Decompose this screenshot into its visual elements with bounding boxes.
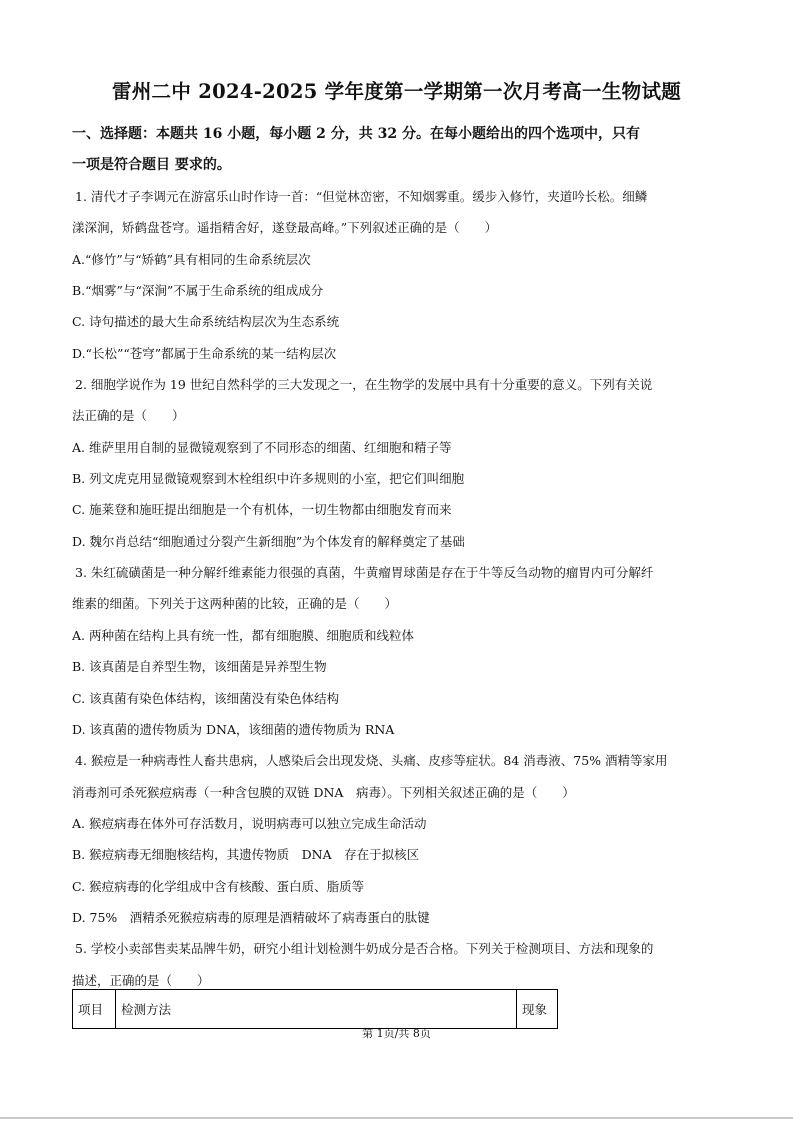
question-stem-line: 描述，正确的是（ ） (72, 972, 210, 988)
table-header-row (73, 990, 558, 1029)
question-5 (72, 933, 727, 996)
option-b: B.“烟雾”与“深涧”不属于生命系统的组成成分 (72, 283, 324, 299)
question-3 (72, 557, 727, 745)
option-b: B. 列文虎克用显微镜观察到木栓组织中许多规则的小室，把它们叫细胞 (72, 471, 465, 487)
option-c: C. 猴痘病毒的化学组成中含有核酸、蛋白质、脂质等 (72, 878, 365, 894)
question-stem-line: 2. 细胞学说作为 19 世纪自然科学的三大发现之一，在生物学的发展中具有十分重要的意义。下列有关说 (75, 377, 653, 393)
question-stem-line: 法正确的是（ ） (72, 408, 185, 424)
section-instructions-line-1: 一、选择题：本题共 16 小题，每小题 2 分，共 32 分。在每小题给出的四个选项中，只有 (72, 126, 640, 142)
page-footer: 第 1页/共 8页 (362, 1027, 431, 1040)
table-header-item: 项目 (73, 990, 116, 1029)
option-a: A. 猴痘病毒在体外可存活数月，说明病毒可以独立完成生命活动 (72, 815, 427, 831)
option-a: A. 两种菌在结构上具有统一性，都有细胞膜、细胞质和线粒体 (72, 627, 414, 643)
option-d: D. 魏尔肖总结“细胞通过分裂产生新细胞”为个体发育的解释奠定了基础 (72, 533, 465, 549)
table-header-phenomenon: 现象 (517, 990, 558, 1029)
section-instructions-line-2: 一项是符合题目 要求的。 (72, 157, 231, 173)
option-d: D. 75% 酒精杀死猴痘病毒的原理是酒精破坏了病毒蛋白的肽键 (72, 909, 430, 925)
question-stem-line: 1. 清代才子李调元在游富乐山时作诗一首：“但觉林峦密，不知烟雾重。缓步入修竹，夹道吟长松。细鳞 (75, 189, 648, 204)
option-c: C. 施莱登和施旺提出细胞是一个有机体，一切生物都由细胞发育而来 (72, 502, 452, 518)
question-1 (72, 181, 727, 369)
option-b: B. 该真菌是自养型生物，该细菌是异养型生物 (72, 659, 327, 675)
question-stem-line: 消毒剂可杀死猴痘病毒（一种含包膜的双链 DNA 病毒）。下列相关叙述正确的是（ ） (72, 784, 575, 800)
question-2 (72, 369, 727, 557)
detection-table (72, 989, 558, 1029)
option-c: C. 该真菌有染色体结构，该细菌没有染色体结构 (72, 690, 340, 706)
option-b: B. 猴痘病毒无细胞核结构，其遗传物质 DNA 存在于拟核区 (72, 847, 420, 863)
question-list (72, 181, 727, 996)
question-stem-line: 维素的细菌。下列关于这两种菌的比较，正确的是（ ） (72, 596, 398, 612)
bottom-divider (0, 1117, 793, 1119)
option-c: C. 诗句描述的最大生命系统结构层次为生态系统 (72, 314, 340, 330)
question-stem-line: 4. 猴痘是一种病毒性人畜共患病，人感染后会出现发烧、头痛、皮疹等症状。84 消毒液、75% 酒精等家用 (75, 753, 668, 769)
question-4 (72, 745, 727, 933)
option-d: D.“长松”“苍穹”都属于生命系统的某一结构层次 (72, 345, 337, 361)
question-stem-line: 5. 学校小卖部售卖某品牌牛奶，研究小组计划检测牛奶成分是否合格。下列关于检测项目、方法和现象的 (75, 941, 654, 957)
question-stem-line: 漾深涧，矫鹤盘苍穹。遥指精舍好，遂登最高峰。”下列叙述正确的是（ ） (72, 220, 498, 236)
table-header-method: 检测方法 (116, 990, 517, 1029)
exam-title: 雷州二中 2024-2025 学年度第一学期第一次月考高一生物试题 (111, 80, 682, 103)
option-a: A. 维萨里用自制的显微镜观察到了不同形态的细菌、红细胞和精子等 (72, 439, 452, 455)
question-stem-line: 3. 朱红硫磺菌是一种分解纤维素能力很强的真菌，牛黄瘤胃球菌是存在于牛等反刍动物的瘤胃内可分解纤 (75, 565, 654, 581)
option-a: A.“修竹”与“矫鹤”具有相同的生命系统层次 (72, 251, 311, 267)
section-instructions (72, 119, 732, 181)
option-d: D. 该真菌的遗传物质为 DNA，该细菌的遗传物质为 RNA (72, 721, 395, 737)
